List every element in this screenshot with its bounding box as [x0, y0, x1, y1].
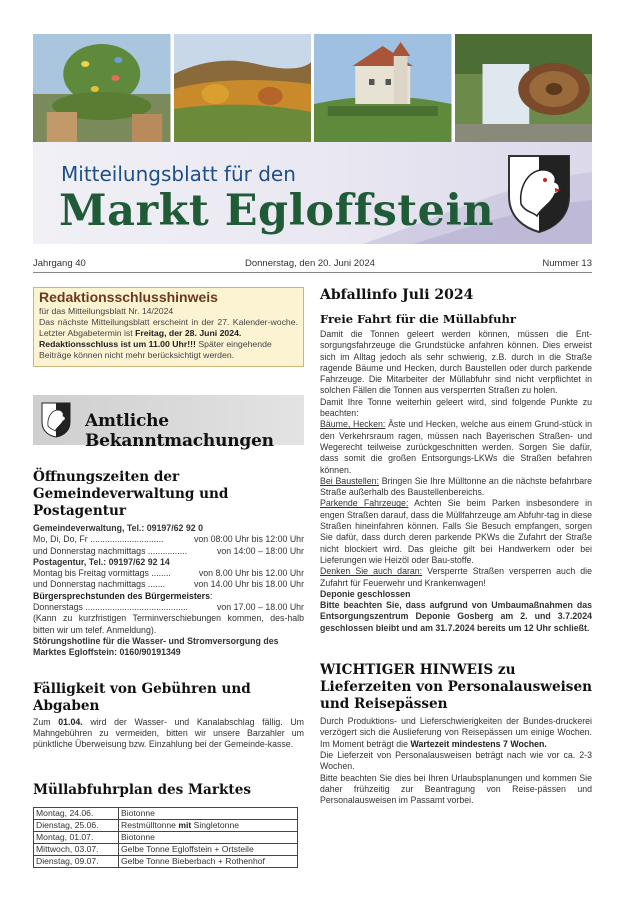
gv-row: und Donnerstag nachmittags ................ von 14:00 – 18:00 Uhr — [33, 545, 304, 556]
abfall-subheading: Freie Fahrt für die Müllabfuhr — [320, 312, 516, 326]
redaktion-line2: Das nächste Mitteilungsblatt erscheint in der 27. Kalender-woche. Letzter Abgabetermin ist Freitag, der 28. Juni 2024. — [39, 317, 298, 338]
pa-row: und Donnerstag nachmittags ....... von 14.00 Uhr bis 18.00 Uhr — [33, 579, 304, 590]
right-column — [320, 287, 592, 806]
issue-meta-bar — [33, 254, 592, 273]
banner-title: Markt Egloffstein — [59, 186, 495, 236]
issue-date: Donnerstag, den 20. Juni 2024 — [245, 258, 375, 269]
bm-label: Bürgersprechstunden des Bürgermeisters: — [33, 590, 213, 601]
waterwheel-photo — [455, 34, 593, 142]
abfall-p1: Damit die Tonnen geleert werden können, müssen die Ent-sorgungsfahrzeuge die Grundstücke anfahren können. Dies erweist sich im Alltag jedoch als sehr schwierig, z.B. durch in die Straße ragende Bäume und Hecken, durch Baustellen oder durch parkende Fahrzeuge. Die Mitarbeiter der Müllabfuhr sind nicht verpflichtet in solchen Fällen die Tonnen aus versperrten Straßen zu holen. — [320, 329, 592, 396]
hinweis-p2: Die Lieferzeit von Personalausweisen beträgt nach wie vor ca. 2-3 Wochen. — [320, 749, 592, 772]
issue-number: Nummer 13 — [542, 258, 592, 269]
hotline: Störungshotline für die Wasser- und Stromversorgung des Marktes Egloffstein: 0160/90191349 — [33, 635, 279, 658]
hinweis-heading: WICHTIGER HINWEIS zu Lieferzeiten von Personalausweisen und Reisepässen — [320, 662, 592, 713]
redaktion-line1: für das Mitteilungsblatt Nr. 14/2024 — [39, 306, 174, 316]
hinweis-p1: Durch Produktions- und Lieferschwierigkeiten der Bundes-druckerei verzögert sich die Auslieferung von Reisepässen um einige Wochen. Im Moment beträgt die Wartezeit mindestens 7 Wochen. — [320, 716, 592, 749]
banner-subtitle: Mitteilungsblatt für den — [61, 162, 296, 186]
redaktion-line3: Redaktionsschluss ist um 11.00 Uhr!!! Später eingehende Beiträge können nicht mehr berücksichtigt werden. — [39, 339, 272, 360]
abfall-b4: Denken Sie auch daran: Versperrte Straßen versperren auch die Zufahrt für Feuerwehr und Krankenwagen! — [320, 566, 593, 588]
coat-of-arms-icon — [505, 152, 573, 234]
osterbrunnen-photo — [33, 34, 171, 142]
bm-row: Donnerstags .......................................... von 17.00 – 18.00 Uhr — [33, 602, 304, 613]
muellplan-heading: Müllabfuhrplan des Marktes — [33, 782, 251, 799]
table-row: Montag, 24.06. Biotonne — [34, 808, 298, 820]
coat-of-arms-small-icon — [41, 402, 71, 438]
muellplan-table — [33, 807, 298, 868]
gebuehren-heading: Fälligkeit von Gebühren und Abgaben — [33, 680, 251, 714]
abfall-p2: Damit Ihre Tonne weiterhin geleert wird, sind folgende Punkte zu beachten: — [320, 396, 592, 419]
oeffnung-heading: Öffnungszeiten der Gemeindeverwaltung und Postagentur — [33, 469, 229, 519]
deponie-heading: Deponie geschlossen — [320, 588, 411, 599]
autumn-valley-photo — [174, 34, 312, 142]
gebuehren-text: Zum 01.04. wird der Wasser- und Kanalabschlag fällig. Um Mahngebühren zu vermeiden, bitten wir unsere Barzahler um pünktliche Überweisung bzw. Einzahlung bei der Gemeinde-kasse. — [33, 716, 305, 750]
gv-label: Gemeindeverwaltung, Tel.: 09197/62 92 0 — [33, 523, 203, 533]
title-banner — [33, 142, 592, 244]
abfall-b2: Bei Baustellen: Bringen Sie Ihre Mülltonne an die nächste befahrbare Straße außerhalb des Baustellenbereichs. — [320, 475, 592, 498]
redaktion-box — [33, 287, 304, 367]
header-photo-strip — [33, 34, 592, 142]
abfall-b1: Bäume, Hecken: Äste und Hecken, welche aus einem Grund-stück in den Verkehrsraum ragen, müssen nach Bayerischen Straßen- und Wegerecht teilweise zurückgeschnitten werden. Sorgen Sie dafür, dass somit die großen Entsorgungs-LKWs die Straßen befahren können. — [320, 419, 592, 475]
abfall-heading: Abfallinfo Juli 2024 — [320, 287, 474, 303]
castle-photo — [314, 34, 452, 142]
gv-row: Mo, Di, Do, Fr .............................. von 08:00 Uhr bis 12:00 Uhr — [33, 534, 304, 545]
jahrgang: Jahrgang 40 — [33, 258, 86, 269]
amtliche-label: Amtliche Bekanntmachungen — [85, 411, 274, 451]
amtliche-section-header — [33, 395, 304, 451]
bm-note: (Kann zu kurzfristigen Terminverschiebungen kommen, des-halb bitten wir um telef. Anmeldung). — [33, 613, 304, 635]
table-row: Mittwoch, 03.07. Gelbe Tonne Egloffstein + Ortsteile — [34, 844, 298, 856]
redaktion-heading: Redaktionsschlusshinweis — [39, 289, 218, 305]
pa-label: Postagentur, Tel.: 09197/62 92 14 — [33, 556, 170, 567]
abfall-b3: Parkende Fahrzeuge: Achten Sie beim Parken insbesondere in engen Straßen darauf, dass die Müllfahrzeuge am Abfuhr-tag in diese Straßen hineinfahren können. Falls Sie Besuch empfangen, sorgen Sie dafür, dass durch deren parkende PKWs die Zufahrt der Straße nicht blockiert wird. Das gleiche gilt bei Handwerkern oder bei Lieferungen wie Heizöl oder Bau-stoffe. — [320, 498, 592, 565]
table-row: Dienstag, 25.06. Restmülltonne mit Singletonne — [34, 820, 298, 832]
deponie-text: Bitte beachten Sie, dass aufgrund von Umbaumaßnahmen das Entsorgungszentrum Deponie Gosberg am 2. und 3.7.2024 geschlossen bleibt und am 31.7.2024 bereits um 12 Uhr schließt. — [320, 600, 592, 633]
hinweis-p3: Bitte beachten Sie dies bei Ihren Urlaubsplanungen und kommen Sie daher frühzeitig zur Beantragung von Reise-pässen und Personalausweisen im Passamt vorbei. — [320, 772, 592, 806]
table-row: Montag, 01.07. Biotonne — [34, 832, 298, 844]
table-row: Dienstag, 09.07. Gelbe Tonne Bieberbach + Rothenhof — [34, 856, 298, 868]
left-column — [33, 287, 304, 868]
pa-row: Montag bis Freitag vormittags ........ von 8.00 Uhr bis 12.00 Uhr — [33, 568, 304, 579]
